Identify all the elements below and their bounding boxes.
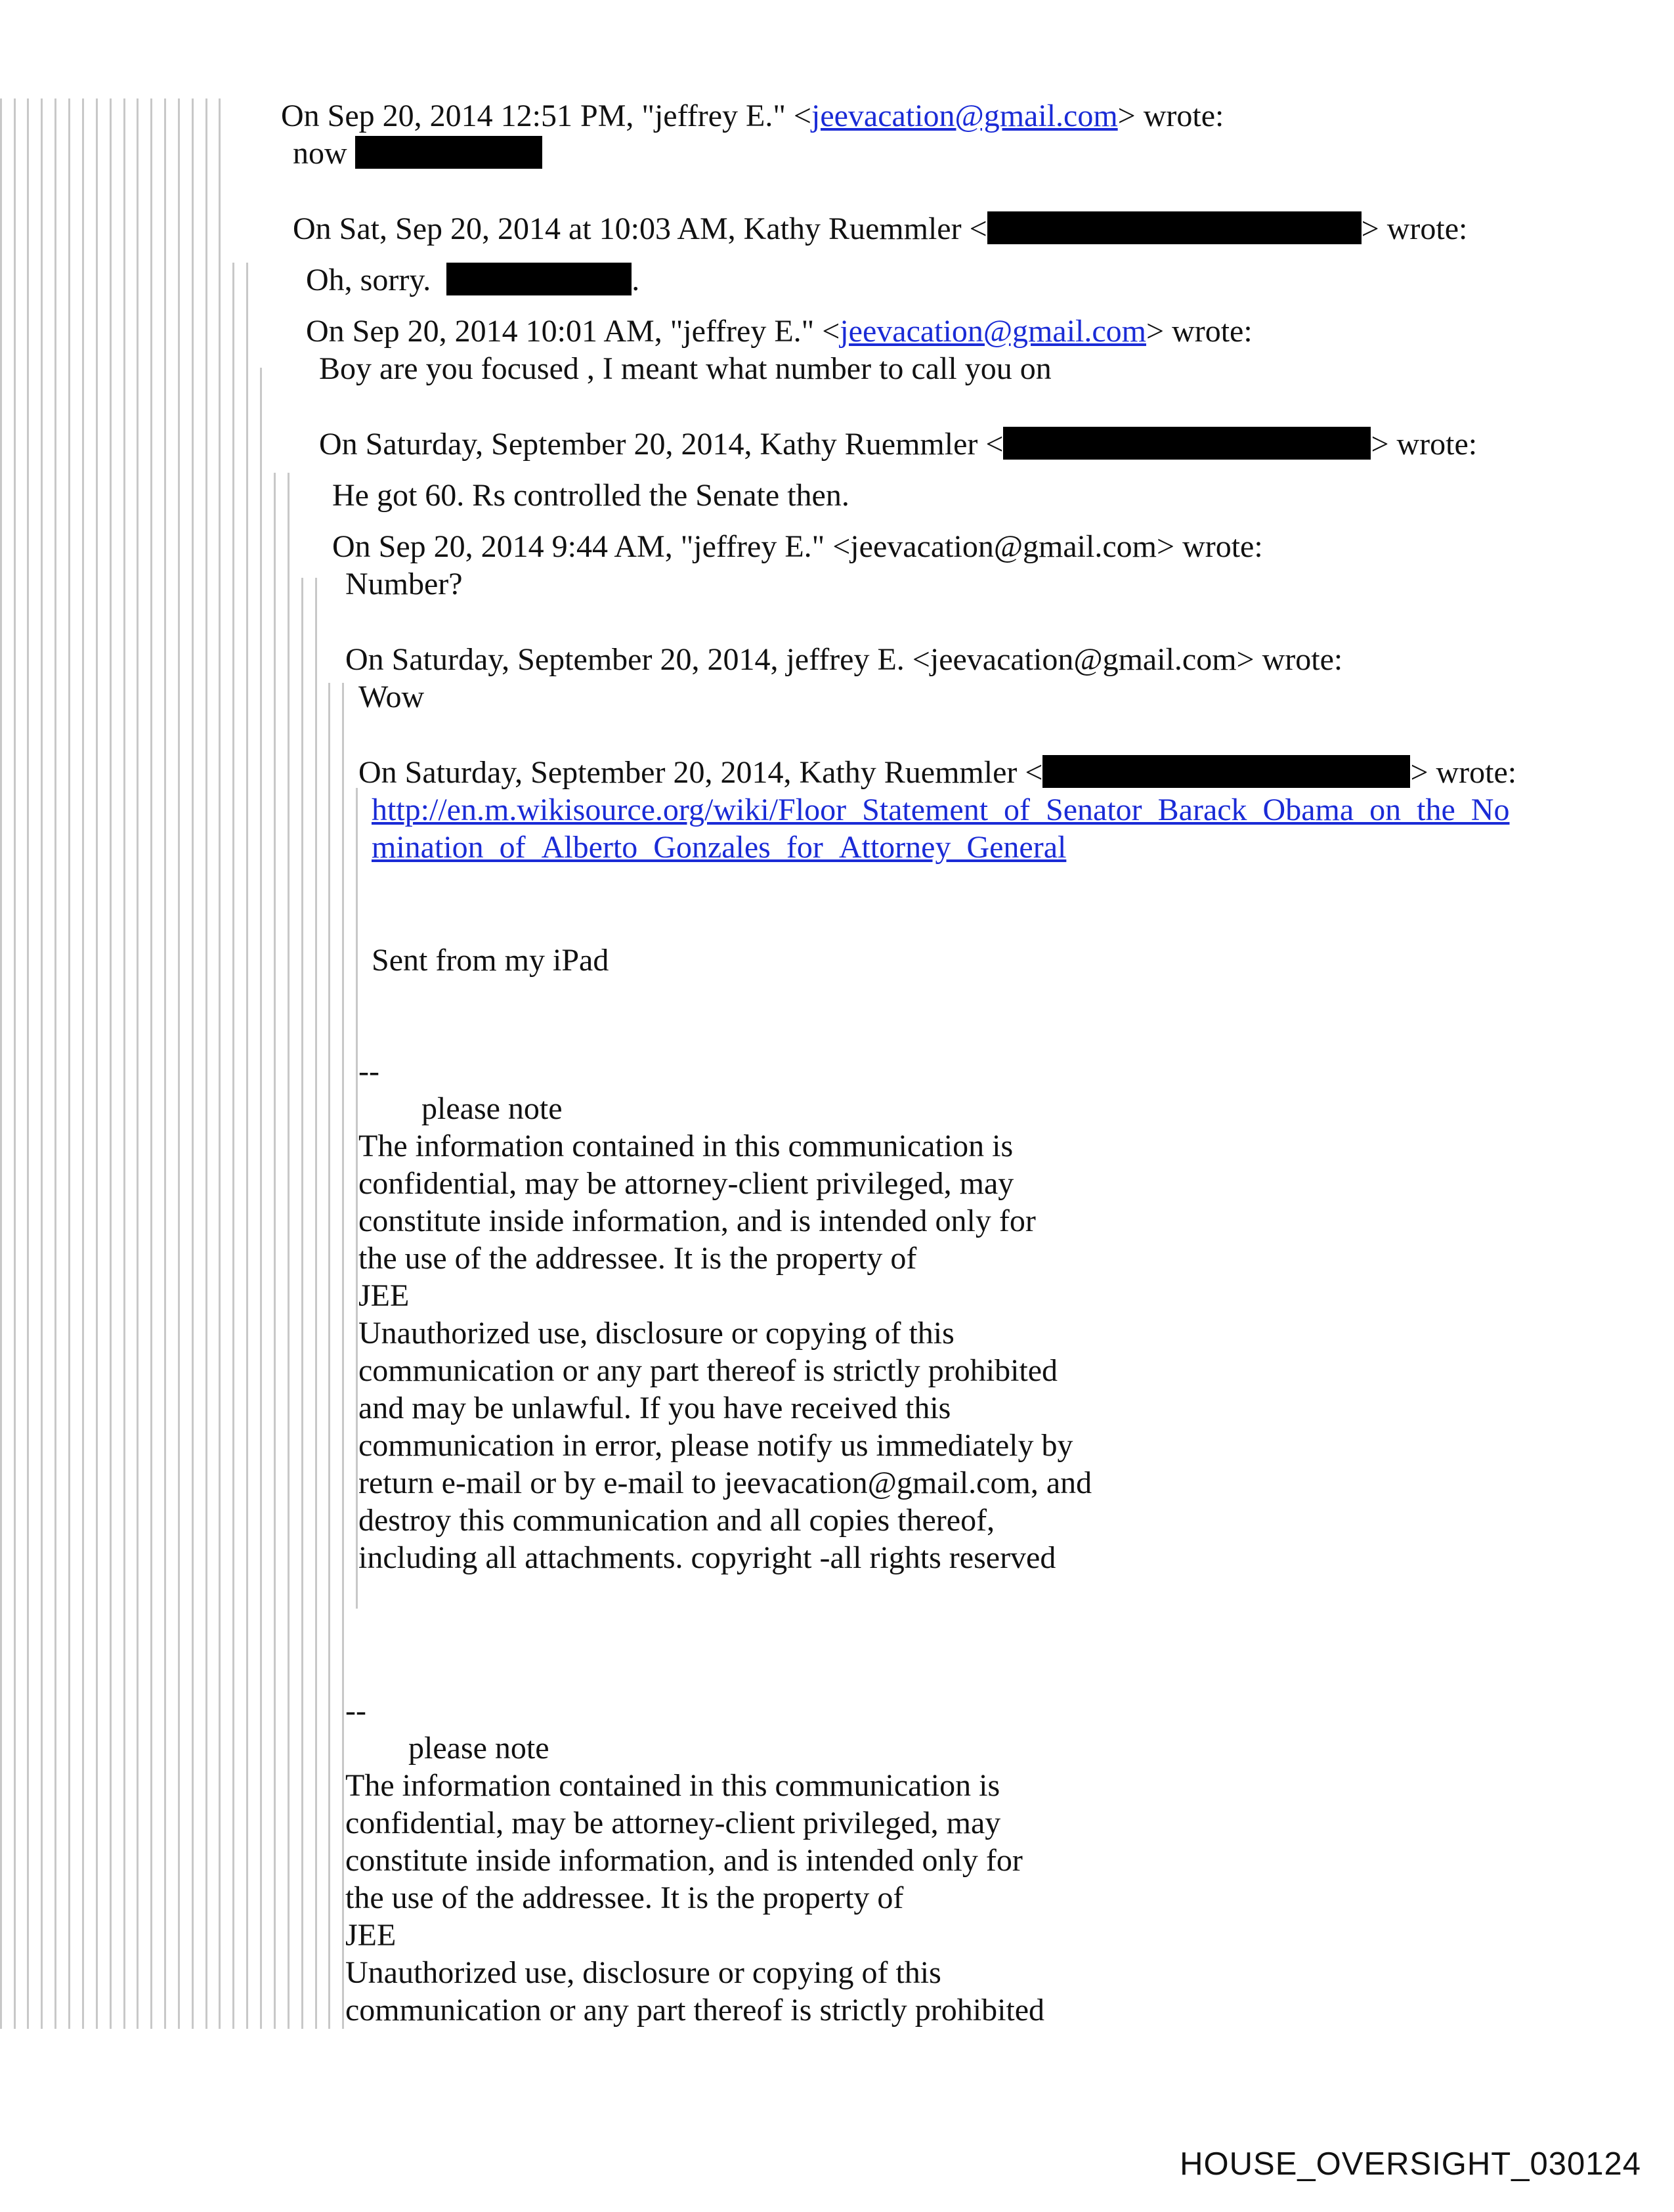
redaction bbox=[355, 136, 542, 169]
wikisource-link[interactable]: http://en.m.wikisource.org/wiki/Floor_Statement_of_Senator_Barack_Obama_on_the_No bbox=[372, 792, 1510, 827]
bates-number: HOUSE_OVERSIGHT_030124 bbox=[1180, 2146, 1641, 2182]
disclaimer-outer: -- please note The information contained in this communication is confidential, may be attorney-client privileged, may constitute inside information, and is intended only for the use of the addressee. It is the property of JEE Unauthorized use, disclosure or copying of this communication or any part thereof is strictly prohibited bbox=[345, 1693, 1045, 2028]
message-body: Number? bbox=[345, 567, 463, 601]
email-link[interactable]: jeevacation@gmail.com bbox=[840, 314, 1146, 349]
message-header: On Sat, Sep 20, 2014 at 10:03 AM, Kathy Ruemmler < > wrote: bbox=[293, 211, 1468, 246]
message-body: He got 60. Rs controlled the Senate then. bbox=[332, 478, 849, 513]
redaction bbox=[987, 211, 1362, 244]
message-header: On Saturday, September 20, 2014, jeffrey E. <jeevacation@gmail.com> wrote: bbox=[345, 642, 1343, 677]
disclaimer-inner: -- please note The information contained in this communication is confidential, may be attorney-client privileged, may constitute inside information, and is intended only for the use of the addressee. It is the property of JEE Unauthorized use, disclosure or copying of this communication or any part thereof is strictly prohibited and may be unlawful. If you have received this communication in error, please notify us immediately by return e-mail or by e-mail to jeevacation@gmail.com, and destroy this communication and all copies thereof, including all attachments. copyright -all rights reserved bbox=[358, 1054, 1092, 1575]
message-header: On Sep 20, 2014 10:01 AM, "jeffrey E." <jeevacation@gmail.com> wrote: bbox=[306, 314, 1253, 349]
message-body: Wow bbox=[358, 680, 425, 714]
email-link[interactable]: jeevacation@gmail.com bbox=[811, 98, 1118, 133]
message-header: On Sep 20, 2014 12:51 PM, "jeffrey E." <jeevacation@gmail.com> wrote: bbox=[281, 98, 1224, 133]
message-header: On Saturday, September 20, 2014, Kathy Ruemmler < > wrote: bbox=[319, 427, 1478, 462]
redaction bbox=[1003, 427, 1371, 460]
signature: Sent from my iPad bbox=[372, 943, 609, 978]
message-body: Oh, sorry. . bbox=[306, 263, 640, 297]
redaction bbox=[446, 263, 632, 295]
redaction bbox=[1042, 755, 1410, 788]
message-header: On Saturday, September 20, 2014, Kathy Ruemmler < > wrote: bbox=[358, 755, 1517, 790]
message-header: On Sep 20, 2014 9:44 AM, "jeffrey E." <jeevacation@gmail.com> wrote: bbox=[332, 529, 1263, 564]
wikisource-link-continued[interactable]: mination_of_Alberto_Gonzales_for_Attorney_General bbox=[372, 830, 1067, 865]
message-body: now bbox=[293, 135, 542, 173]
message-body: Boy are you focused , I meant what number to call you on bbox=[319, 351, 1052, 386]
